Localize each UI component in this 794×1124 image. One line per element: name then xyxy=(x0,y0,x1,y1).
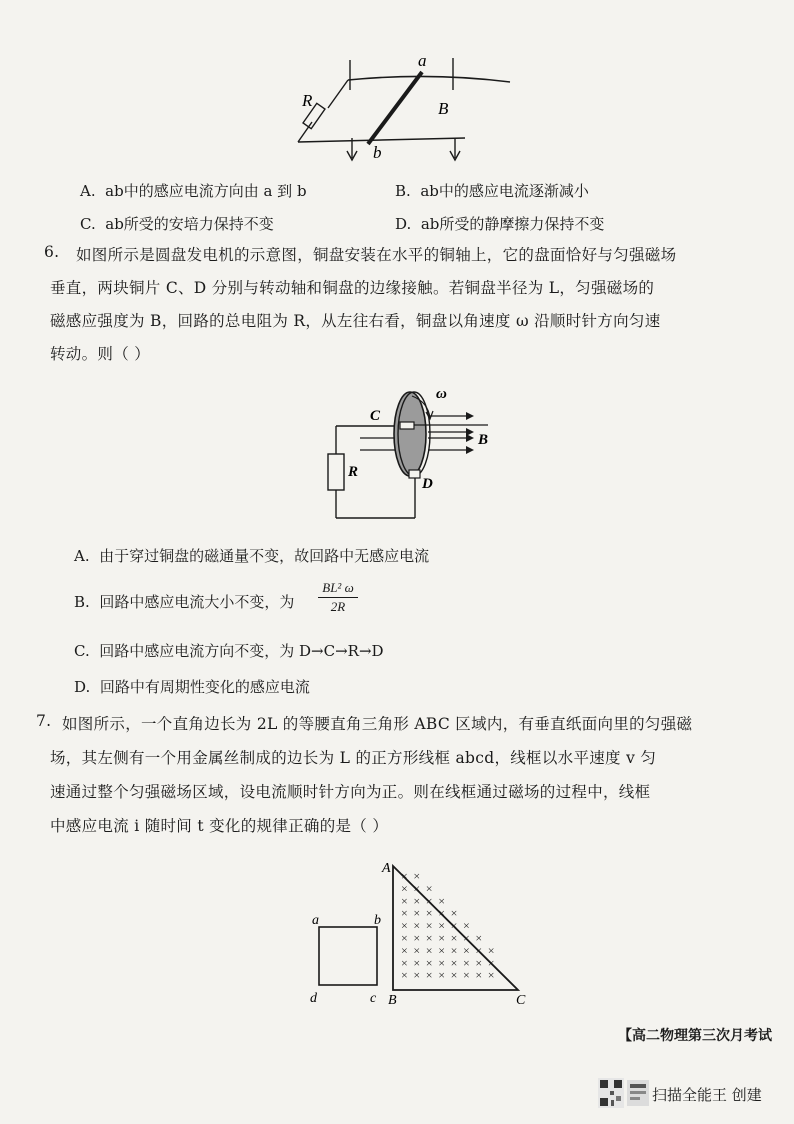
field-cross-mark: × xyxy=(450,943,458,958)
scanner-watermark-text: 扫描全能王 创建 xyxy=(652,1086,762,1104)
q6-label-D: D xyxy=(422,476,433,492)
field-cross-mark: × xyxy=(413,968,421,983)
exam-title-footer: 【高二物理第三次月考试 xyxy=(618,1028,772,1044)
q5-label-b: b xyxy=(373,143,382,162)
field-cross-mark: × xyxy=(413,893,421,908)
qr-code-icon xyxy=(598,1078,624,1108)
field-cross-mark: × xyxy=(401,943,408,958)
field-cross-mark: × xyxy=(450,968,458,983)
field-cross-mark: × xyxy=(425,893,433,908)
field-cross-mark: × xyxy=(401,955,408,970)
q7-number: 7. xyxy=(36,712,52,730)
field-cross-mark: × xyxy=(438,906,445,921)
q7-line-1: 如图所示，一个直角边长为 2L 的等腰直角三角形 ABC 区域内，有垂直纸面向里的匀强磁 xyxy=(62,715,693,733)
magnetic-field-crosses xyxy=(401,869,495,982)
q6-option-a: A. 由于穿过铜盘的磁通量不变，故回路中无感应电流 xyxy=(74,547,430,565)
q7-label-a: a xyxy=(312,913,319,928)
field-cross-mark: × xyxy=(413,931,421,945)
q6-line-1: 如图所示是圆盘发电机的示意图，铜盘安装在水平的铜轴上，它的盘面恰好与匀强磁场 xyxy=(76,246,677,264)
field-cross-mark: × xyxy=(401,869,408,883)
q7-line-2: 场，其左侧有一个用金属丝制成的边长为 L 的正方形线框 abcd，线框以水平速度 v 匀 xyxy=(50,749,657,767)
camscanner-logo-icon xyxy=(627,1080,649,1106)
q7-line-3: 速通过整个匀强磁场区域，设电流顺时针方向为正。则在线框通过磁场的过程中，线框 xyxy=(50,783,651,801)
q6-option-b: B. 回路中感应电流大小不变，为 xyxy=(74,593,295,611)
field-cross-mark: × xyxy=(487,955,495,970)
q6-label-R: R xyxy=(348,464,359,480)
field-cross-mark: × xyxy=(463,968,470,983)
field-cross-mark: × xyxy=(425,955,433,970)
field-cross-mark: × xyxy=(438,955,445,970)
q7-label-c: c xyxy=(370,991,377,1006)
q5-label-a: a xyxy=(418,51,427,70)
q5-label-B: B xyxy=(438,99,449,118)
field-cross-mark: × xyxy=(475,955,483,970)
field-cross-mark: × xyxy=(425,906,433,921)
q5-option-d: D. ab所受的静摩擦力保持不变 xyxy=(395,215,605,233)
field-cross-mark: × xyxy=(413,869,421,883)
q7-figure xyxy=(300,856,540,1011)
field-cross-mark: × xyxy=(438,918,445,933)
q7-label-C: C xyxy=(516,993,526,1008)
field-cross-mark: × xyxy=(475,931,483,945)
q5-option-c: C. ab所受的安培力保持不变 xyxy=(80,215,274,233)
q6-label-B: B xyxy=(478,432,489,448)
q6-option-d: D. 回路中有周期性变化的感应电流 xyxy=(74,678,310,696)
q6-option-b-fraction xyxy=(316,580,360,615)
q6-fraction-denominator: 2R xyxy=(330,599,346,614)
field-cross-mark: × xyxy=(438,943,445,958)
field-cross-mark: × xyxy=(438,893,445,908)
fraction-bar xyxy=(318,597,358,598)
q6-option-c: C. 回路中感应电流方向不变，为 D→C→R→D xyxy=(74,642,384,660)
field-cross-mark: × xyxy=(475,968,483,983)
q5-figure xyxy=(290,50,520,165)
q7-label-b: b xyxy=(374,913,381,928)
q7-label-A: A xyxy=(382,861,391,876)
field-cross-mark: × xyxy=(463,918,470,933)
field-cross-mark: × xyxy=(401,906,408,921)
q6-line-2: 垂直，两块铜片 C、D 分别与转动轴和铜盘的边缘接触。若铜盘半径为 L，匀强磁场的 xyxy=(50,279,655,297)
field-cross-mark: × xyxy=(475,943,483,958)
q6-fraction-numerator: BL² ω xyxy=(322,580,354,595)
field-cross-mark: × xyxy=(450,931,458,945)
field-cross-mark: × xyxy=(487,968,495,983)
field-cross-mark: × xyxy=(401,968,408,983)
field-cross-mark: × xyxy=(401,918,408,933)
field-cross-mark: × xyxy=(450,955,458,970)
field-cross-mark: × xyxy=(401,881,408,896)
field-cross-mark: × xyxy=(438,968,445,983)
q6-line-3: 磁感应强度为 B，回路的总电阻为 R，从左往右看，铜盘以角速度 ω 沿顺时针方向匀速 xyxy=(50,312,661,330)
q6-label-omega: ω xyxy=(436,386,447,402)
q7-label-B: B xyxy=(388,993,397,1008)
field-cross-mark: × xyxy=(425,881,433,896)
field-cross-mark: × xyxy=(425,918,433,933)
q5-option-b: B. ab中的感应电流逐渐减小 xyxy=(395,182,589,200)
q5-option-a: A. ab中的感应电流方向由 a 到 b xyxy=(80,182,307,200)
field-cross-mark: × xyxy=(450,918,458,933)
field-cross-mark: × xyxy=(425,943,433,958)
q6-figure xyxy=(320,372,510,522)
field-cross-mark: × xyxy=(463,931,470,945)
field-cross-mark: × xyxy=(487,943,495,958)
q6-label-C: C xyxy=(370,408,381,424)
q6-number: 6. xyxy=(44,243,60,261)
field-cross-mark: × xyxy=(425,968,433,983)
field-cross-mark: × xyxy=(413,955,421,970)
field-cross-mark: × xyxy=(438,931,445,945)
field-cross-mark: × xyxy=(463,955,470,970)
field-cross-mark: × xyxy=(413,943,421,958)
field-cross-mark: × xyxy=(413,918,421,933)
field-cross-mark: × xyxy=(425,931,433,945)
q6-line-4: 转动。则（ ） xyxy=(50,345,151,363)
q7-label-d: d xyxy=(310,991,317,1006)
q5-label-R: R xyxy=(302,91,313,110)
field-cross-mark: × xyxy=(463,943,470,958)
q7-line-4: 中感应电流 i 随时间 t 变化的规律正确的是（ ） xyxy=(50,817,389,835)
field-cross-mark: × xyxy=(413,881,421,896)
field-cross-mark: × xyxy=(401,893,408,908)
field-cross-mark: × xyxy=(413,906,421,921)
field-cross-mark: × xyxy=(450,906,458,921)
field-cross-mark: × xyxy=(401,931,408,945)
